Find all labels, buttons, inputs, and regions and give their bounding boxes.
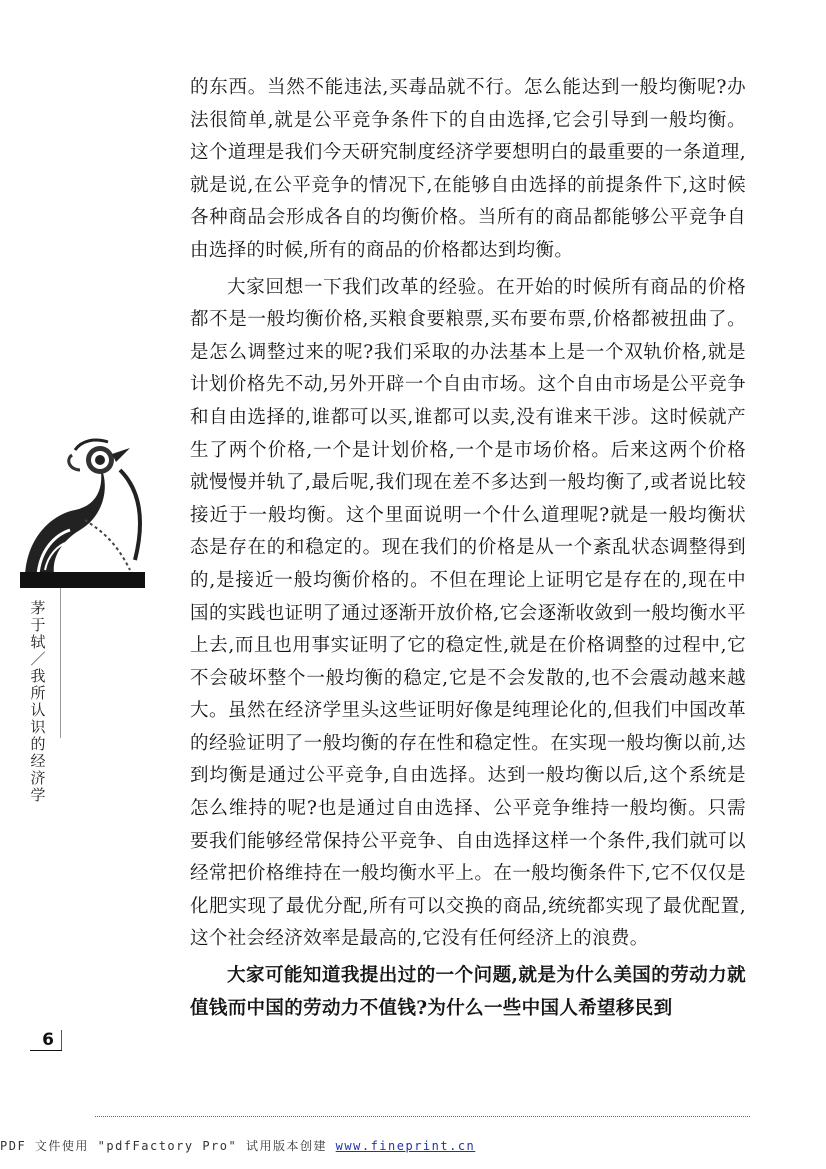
bottom-divider	[95, 1116, 750, 1117]
side-divider	[60, 588, 61, 738]
page-number-underline	[30, 1050, 62, 1051]
page-number: 6	[42, 1030, 54, 1050]
side-decor-bar	[20, 572, 145, 588]
body-text	[190, 72, 746, 1029]
book-title-vertical: 茅于轼／我所认识的经济学	[30, 599, 46, 804]
footer-link[interactable]: www.fineprint.cn	[335, 1139, 476, 1153]
footer-text: PDF 文件使用 "pdfFactory Pro" 试用版本创建	[0, 1139, 336, 1153]
page-number-divider	[61, 1030, 62, 1050]
paragraph-2: 大家回想一下我们改革的经验。在开始的时候所有商品的价格都不是一般均衡价格,买粮食要粮票,买布要布票,价格都被扭曲了。是怎么调整过来的呢?我们采取的办法基本上是一个双轨价格,就是计划价格先不动,另外开辟一个自由市场。这个自由市场是公平竞争和自由选择的,谁都可以买,谁都可以卖,没有谁来干涉。这时候就产生了两个价格,一个是计划价格,一个是市场价格。后来这两个价格就慢慢并轨了,最后呢,我们现在差不多达到一般均衡了,或者说比较接近于一般均衡。这个里面说明一个什么道理呢?就是一般均衡状态是存在的和稳定的。现在我们的价格是从一个紊乱状态调整得到的,是接近一般均衡价格的。不但在理论上证明它是存在的,现在中国的实践也证明了通过逐渐开放价格,它会逐渐收敛到一般均衡水平上去,而且也用事实证明了它的稳定性,就是在价格调整的过程中,它不会破坏整个一般均衡的稳定,它是不会发散的,也不会震动越来越大。虽然在经济学里头这些证明好像是纯理论化的,但我们中国改革的经验证明了一般均衡的存在性和稳定性。在实现一般均衡以前,达到均衡是通过公平竞争,自由选择。达到一般均衡以后,这个系统是怎么维持的呢?也是通过自由选择、公平竞争维持一般均衡。只需要我们能够经常保持公平竞争、自由选择这样一个条件,我们就可以经常把价格维持在一般均衡水平上。在一般均衡条件下,它不仅仅是化肥实现了最优分配,所有可以交换的商品,统统都实现了最优配置,这个社会经济效率是最高的,它没有任何经济上的浪费。	[190, 276, 746, 950]
paragraph-3: 大家可能知道我提出过的一个问题,就是为什么美国的劳动力就值钱而中国的劳动力不值钱?为什么一些中国人希望移民到	[190, 965, 746, 1019]
paragraph-1: 的东西。当然不能违法,买毒品就不行。怎么能达到一般均衡呢?办法很简单,就是公平竞争条件下的自由选择,它会引导到一般均衡。这个道理是我们今天研究制度经济学要想明白的最重要的一条道理,就是说,在公平竞争的情况下,在能够自由选择的前提条件下,这时候各种商品会形成各自的均衡价格。当所有的商品都能够公平竞争自由选择的时候,所有的商品的价格都达到均衡。	[190, 77, 746, 261]
pdf-footer	[0, 1137, 700, 1154]
bird-ornament-icon	[20, 430, 150, 590]
